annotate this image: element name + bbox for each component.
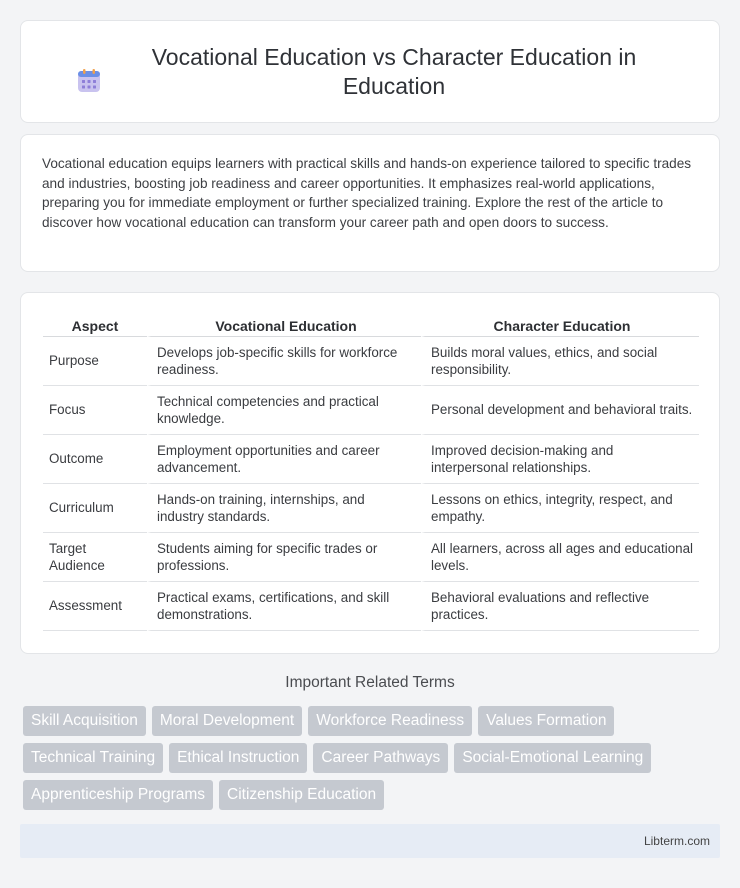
- cell-vocational: Technical competencies and practical knowledge.: [147, 386, 421, 435]
- cell-aspect: Outcome: [43, 435, 147, 484]
- cell-aspect: Purpose: [43, 337, 147, 386]
- related-terms-list: [23, 706, 713, 810]
- table-header-row: [43, 313, 699, 337]
- header-vocational: Vocational Education: [147, 313, 421, 337]
- header-aspect: Aspect: [43, 313, 147, 337]
- comparison-card: [20, 292, 720, 654]
- cell-vocational: Develops job-specific skills for workforce readiness.: [147, 337, 421, 386]
- cell-aspect: Assessment: [43, 582, 147, 631]
- related-term-tag[interactable]: Skill Acquisition: [23, 706, 146, 736]
- related-term-tag[interactable]: Social-Emotional Learning: [454, 743, 651, 773]
- related-term-tag[interactable]: Moral Development: [152, 706, 302, 736]
- table-row: [43, 386, 699, 435]
- related-term-tag[interactable]: Citizenship Education: [219, 780, 384, 810]
- cell-vocational: Practical exams, certifications, and skill demonstrations.: [147, 582, 421, 631]
- cell-character: Behavioral evaluations and reflective practices.: [421, 582, 699, 631]
- related-term-tag[interactable]: Values Formation: [478, 706, 614, 736]
- table-row: [43, 582, 699, 631]
- related-term-tag[interactable]: Apprenticeship Programs: [23, 780, 213, 810]
- comparison-table: [43, 313, 699, 631]
- page-title: Vocational Education vs Character Education in Education: [151, 43, 637, 99]
- cell-character: All learners, across all ages and educational levels.: [421, 533, 699, 582]
- cell-character: Personal development and behavioral traits.: [421, 386, 699, 435]
- cell-vocational: Students aiming for specific trades or professions.: [147, 533, 421, 582]
- cell-character: Builds moral values, ethics, and social responsibility.: [421, 337, 699, 386]
- table-row: [43, 337, 699, 386]
- header-character: Character Education: [421, 313, 699, 337]
- related-term-tag[interactable]: Technical Training: [23, 743, 163, 773]
- cell-character: Lessons on ethics, integrity, respect, and empathy.: [421, 484, 699, 533]
- cell-aspect: Curriculum: [43, 484, 147, 533]
- related-terms-title: Important Related Terms: [285, 674, 455, 691]
- table-row: [43, 435, 699, 484]
- table-row: [43, 484, 699, 533]
- intro-paragraph: Vocational education equips learners with practical skills and hands-on experience tailored to specific trades and industries, boosting job readiness and career opportunities. It emphasizes real-world applications, preparing you for immediate employment or further specialized training. Explore the rest of the article to discover how vocational education can transform your career path and open doors to success.: [42, 156, 692, 230]
- footer: [20, 824, 720, 858]
- cell-aspect: Focus: [43, 386, 147, 435]
- intro-card: [20, 134, 720, 272]
- calendar-icon: [76, 68, 102, 94]
- related-term-tag[interactable]: Ethical Instruction: [169, 743, 307, 773]
- cell-character: Improved decision-making and interpersonal relationships.: [421, 435, 699, 484]
- related-term-tag[interactable]: Workforce Readiness: [308, 706, 472, 736]
- title-card: [20, 20, 720, 123]
- table-row: [43, 533, 699, 582]
- related-term-tag[interactable]: Career Pathways: [313, 743, 448, 773]
- cell-vocational: Employment opportunities and career advancement.: [147, 435, 421, 484]
- cell-vocational: Hands-on training, internships, and industry standards.: [147, 484, 421, 533]
- footer-brand-link[interactable]: Libterm.com: [643, 834, 710, 848]
- cell-aspect: Target Audience: [43, 533, 147, 582]
